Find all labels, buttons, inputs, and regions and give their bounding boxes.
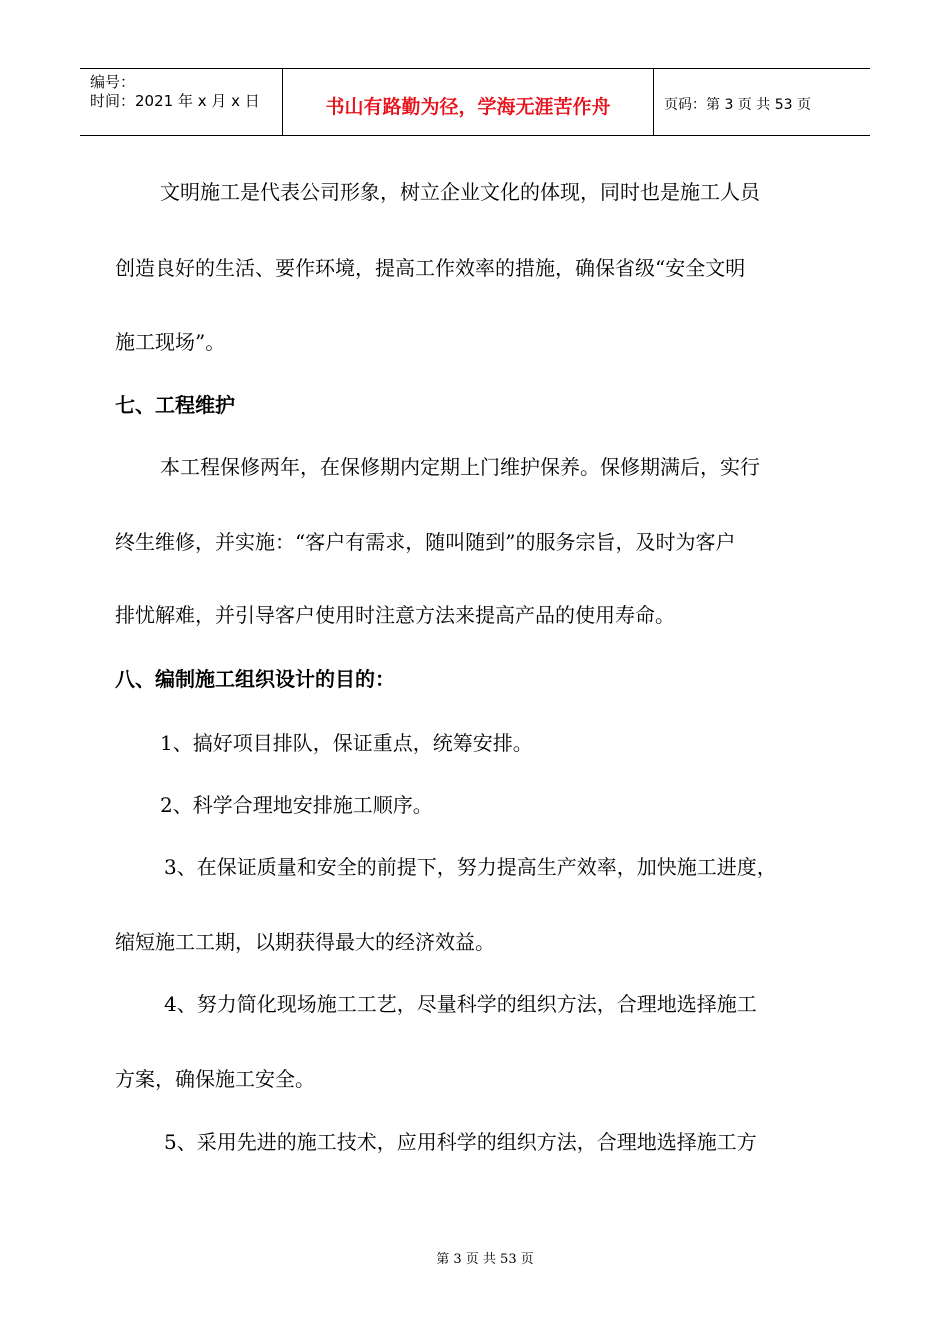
page-footer: 第 3 页 共 53 页 bbox=[436, 1252, 534, 1267]
list-item: 1、搞好项目排队，保证重点，统筹安排。 bbox=[160, 731, 533, 755]
list-item: 4、努力简化现场施工工艺，尽量科学的组织方法，合理地选择施工 bbox=[164, 992, 757, 1016]
document-number-label: 编号： bbox=[90, 73, 136, 91]
list-item: 3、在保证质量和安全的前提下，努力提高生产效率，加快施工进度， bbox=[164, 855, 777, 879]
header-page-info: 页码：第 3 页 共 53 页 bbox=[664, 97, 811, 113]
paragraph-line: 创造良好的生活、要作环境，提高工作效率的措施，确保省级“安全文明 bbox=[115, 256, 746, 280]
paragraph-line: 文明施工是代表公司形象，树立企业文化的体现，同时也是施工人员 bbox=[160, 180, 760, 204]
paragraph-line: 终生维修，并实施：“客户有需求，随叫随到”的服务宗旨，及时为客户 bbox=[115, 530, 736, 554]
section-heading-7: 七、工程维护 bbox=[115, 393, 235, 417]
list-item-continuation: 缩短施工工期，以期获得最大的经济效益。 bbox=[115, 930, 495, 954]
page-header bbox=[80, 68, 870, 136]
header-meta bbox=[80, 69, 282, 135]
header-motto: 书山有路勤为径，学海无涯苦作舟 bbox=[282, 69, 654, 135]
section-heading-8: 八、编制施工组织设计的目的： bbox=[115, 667, 395, 691]
paragraph-line: 本工程保修两年，在保修期内定期上门维护保养。保修期满后，实行 bbox=[160, 455, 760, 479]
list-item: 5、采用先进的施工技术，应用科学的组织方法，合理地选择施工方 bbox=[164, 1130, 757, 1154]
list-item-continuation: 方案，确保施工安全。 bbox=[115, 1067, 315, 1091]
paragraph-line: 排忧解难，并引导客户使用时注意方法来提高产品的使用寿命。 bbox=[115, 603, 675, 627]
list-item: 2、科学合理地安排施工顺序。 bbox=[160, 793, 433, 817]
paragraph-line: 施工现场”。 bbox=[115, 330, 226, 354]
document-time-label: 时间：2021 年 x 月 x 日 bbox=[90, 92, 260, 110]
